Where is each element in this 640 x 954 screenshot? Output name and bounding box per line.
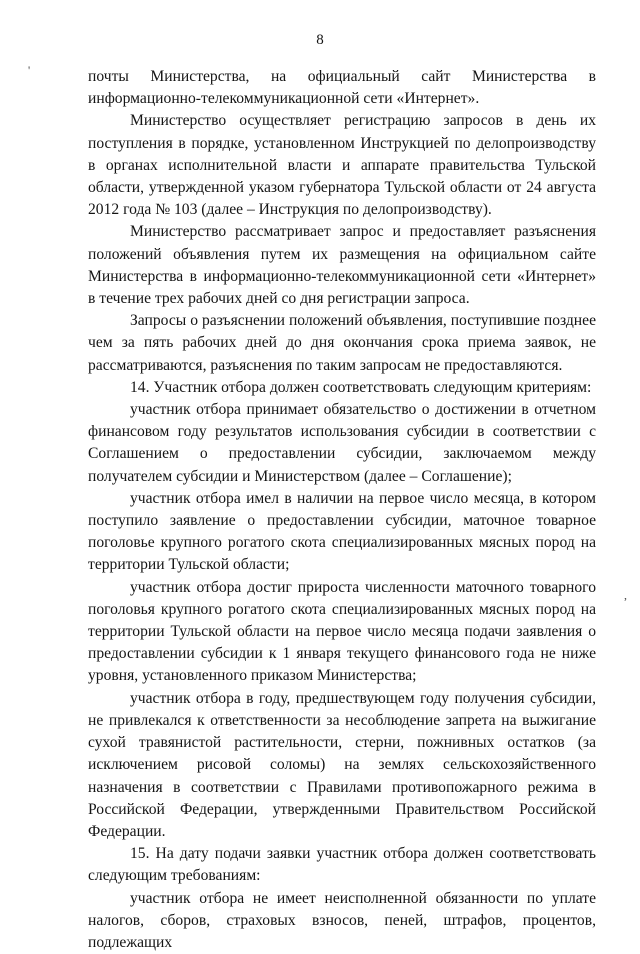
paragraph: почты Министерства, на официальный сайт Министерства в информационно-телекоммуникационной сети «Интернет». (88, 68, 596, 108)
paragraph: Министерство рассматривает запрос и предоставляет разъяснения положений объявления путем их размещения на официальном сайте Министерства в информационно-телекоммуникационной сети «Интернет» в течение трех рабочих дней со дня регистрации запроса. (88, 223, 596, 308)
paragraph: Запросы о разъяснении положений объявления, поступившие позднее чем за пять рабочих дней до дня окончания срока приема заявок, не рассматриваются, разъяснения по таким запросам не предоставляются. (88, 312, 596, 374)
list-item: участник отбора в году, предшествующем году получения субсидии, не привлекался к ответственности за несоблюдение запрета на выжигание сухой травянистой растительности, стерни, пожнивных остатков (за исключением рисовой соломы) на землях сельскохозяйственного назначения в соответствии с Правилами противопожарного режима в Российской Федерации, утвержденными Правительством Российской Федерации. (88, 689, 596, 840)
document-body (88, 66, 596, 954)
page-number: 8 (316, 32, 324, 48)
list-item: участник отбора принимает обязательство о достижении в отчетном финансовом году результатов использования субсидии в соответствии с Соглашением о предоставлении субсидии, заключаемом между получателем субсидии и Министерством (далее – Соглашение); (88, 401, 596, 485)
section-heading: 15. На дату подачи заявки участник отбора должен соответствовать следующим требованиям: (88, 845, 596, 885)
list-item: участник отбора имел в наличии на первое число месяца, в котором поступило заявление о предоставлении субсидии, маточное товарное поголовье крупного рогатого скота специализированных мясных пород на территории Тульской области; (88, 489, 596, 574)
list-item: участник отбора не имеет неисполненной обязанности по уплате налогов, сборов, страховых взносов, пеней, штрафов, процентов, подлежащих (88, 889, 596, 951)
scan-mark: ' (28, 63, 31, 77)
section-heading: 14. Участник отбора должен соответствовать следующим критериям: (130, 378, 592, 396)
list-item: участник отбора достиг прироста численности маточного товарного поголовья крупного рогатого скота специализированных мясных пород на территории Тульской области на первое число месяца подачи заявления о предоставлении субсидии к 1 января текущего финансового года не ниже уровня, установленного приказом Министерства; (88, 578, 596, 685)
paragraph: Министерство осуществляет регистрацию запросов в день их поступления в порядке, установленном Инструкцией по делопроизводству в органах исполнительной власти и аппарате правительства Тульской области, утвержденной указом губернатора Тульской области от 24 августа 2012 года № 103 (далее – Инструкция по делопроизводству). (88, 112, 596, 219)
scan-mark: , (624, 588, 627, 602)
